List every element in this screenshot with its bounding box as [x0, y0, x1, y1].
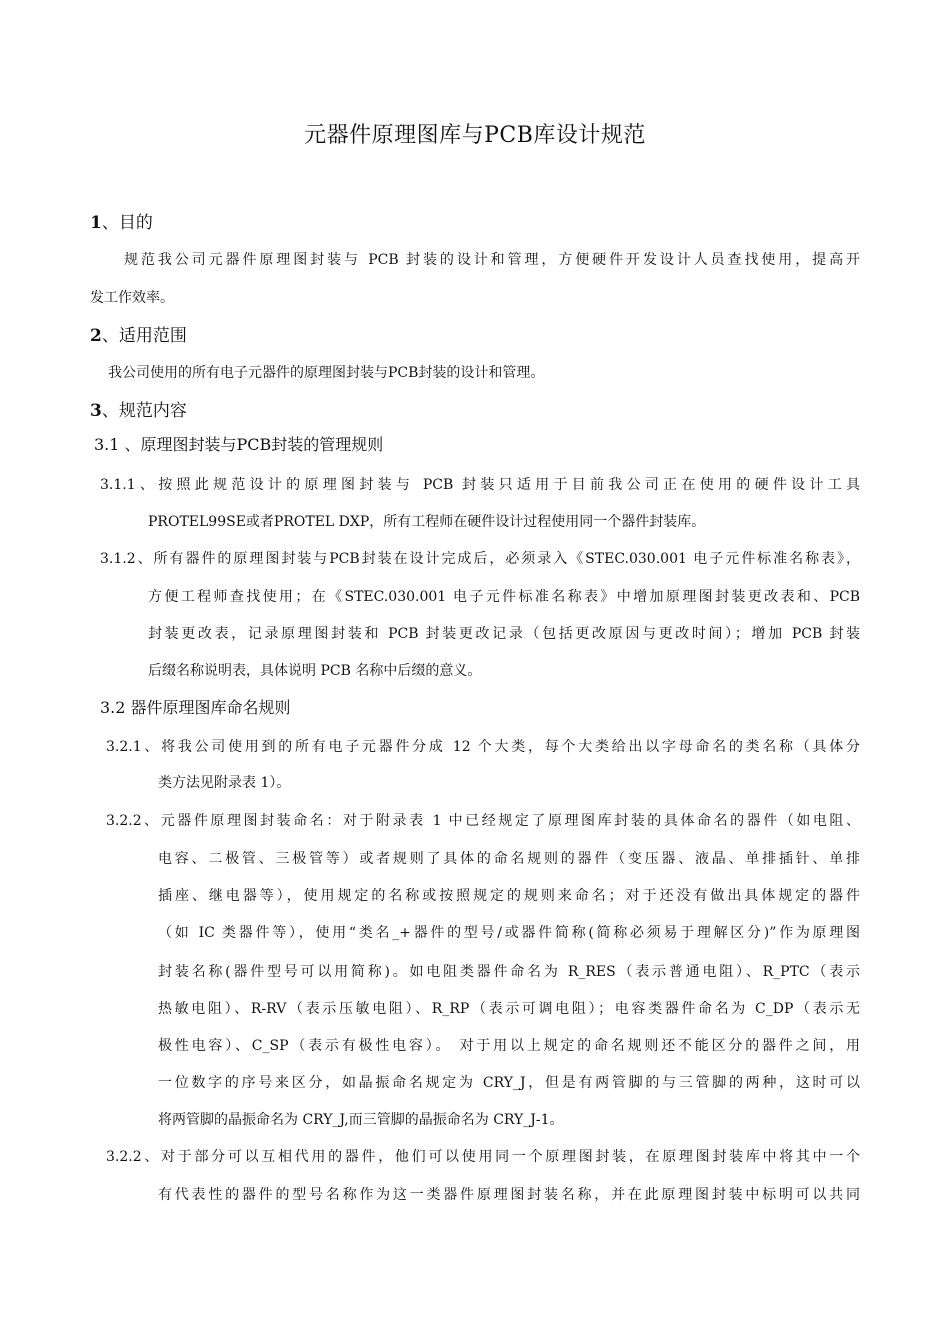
clause-3-1-1-line: PROTEL99SE或者PROTEL DXP，所有工程师在硬件设计过程使用同一个器件封装库。: [148, 514, 706, 530]
clause-3-2-2-line: 极性电容）、C_SP（表示有极性电容）。 对于用以上规定的命名规则还不能区分的器件之间，用: [158, 1038, 860, 1054]
clause-3-2-1-line: 3.2.1、将我公司使用到的所有电子元器件分成 12 个大类，每个大类给出以字母命名的类名称（具体分: [106, 739, 860, 755]
clause-3-1-2-line: 方便工程师查找使用；在《STEC.030.001 电子元件标准名称表》中增加原理图封装更改表和、PCB: [148, 589, 860, 605]
paragraph-line: 规范我公司元器件原理图封装与 PCB 封装的设计和管理，方便硬件开发设计人员查找使用，提高开: [124, 252, 860, 268]
clause-3-2-2-line: 电容、二极管、三极管等）或者规则了具体的命名规则的器件（变压器、液晶、单排插针、单排: [158, 851, 860, 867]
clause-3-2-2-line: （如 IC 类器件等），使用“类名_+器件的型号/或器件简称(简称必须易于理解区分)”作为原理图: [158, 925, 860, 941]
clause-3-1-2-line: 3.1.2、所有器件的原理图封装与PCB封装在设计完成后，必须录入《STEC.030.001 电子元件标准名称表》，: [100, 551, 860, 567]
clause-3-2-2b-line: 有代表性的器件的型号名称作为这一类器件原理图封装名称，并在此原理图封装中标明可以共同: [158, 1187, 860, 1203]
section-number: 1: [90, 213, 102, 233]
section-number: 2: [90, 326, 102, 346]
section-title: 、目的: [101, 213, 153, 233]
clause-3-2-2-line: 将两管脚的晶振命名为 CRY_J,而三管脚的晶振命名为 CRY_J-1。: [158, 1112, 564, 1128]
document-title: 元器件原理图库与PCB库设计规范: [304, 123, 646, 148]
clause-3-1-2-line: 封装更改表，记录原理图封装和 PCB 封装更改记录（包括更改原因与更改时间）；增加 PCB 封装: [148, 626, 860, 642]
section-number: 3: [90, 401, 102, 421]
clause-3-2-2-line: 一位数字的序号来区分，如晶振命名规定为 CRY_J，但是有两管脚的与三管脚的两种，这时可以: [158, 1075, 860, 1091]
section-2-heading: [90, 321, 187, 346]
subsection-3-2-heading: 3.2 器件原理图库命名规则: [100, 698, 291, 717]
clause-3-2-2b-line: 3.2.2、对于部分可以互相代用的器件，他们可以使用同一个原理图封装，在原理图封装库中将其中一个: [106, 1149, 860, 1165]
section-title: 、适用范围: [101, 326, 187, 346]
clause-3-2-2-line: 3.2.2、元器件原理图封装命名：对于附录表 1 中已经规定了原理图库封装的具体命名的器件（如电阻、: [106, 813, 860, 829]
clause-3-1-2-line: 后缀名称说明表，具体说明 PCB 名称中后缀的意义。: [148, 663, 482, 679]
section-title: 、规范内容: [101, 401, 187, 421]
clause-3-2-2-line: 封装名称(器件型号可以用简称)。如电阻类器件命名为 R_RES（表示普通电阻）、R_PTC（表示: [158, 964, 860, 980]
clause-3-2-2-line: 插座、继电器等），使用规定的名称或按照规定的规则来命名；对于还没有做出具体规定的器件: [158, 888, 860, 904]
clause-3-1-1-line: 3.1.1、按照此规范设计的原理图封装与 PCB 封装只适用于目前我公司正在使用的硬件设计工具: [100, 477, 860, 493]
paragraph-line: 发工作效率。: [90, 290, 174, 306]
section-3-heading: [90, 396, 187, 421]
subsection-3-1-heading: 3.1 、原理图封装与PCB封装的管理规则: [94, 435, 384, 454]
section-1-heading: [90, 208, 153, 233]
clause-3-2-2-line: 热敏电阻）、R-RV（表示压敏电阻）、R_RP（表示可调电阻）；电容类器件命名为 C_DP（表示无: [158, 1001, 860, 1017]
paragraph-line: 我公司使用的所有电子元器件的原理图封装与PCB封装的设计和管理。: [108, 365, 545, 381]
clause-3-2-1-line: 类方法见附录表 1）。: [158, 775, 291, 791]
